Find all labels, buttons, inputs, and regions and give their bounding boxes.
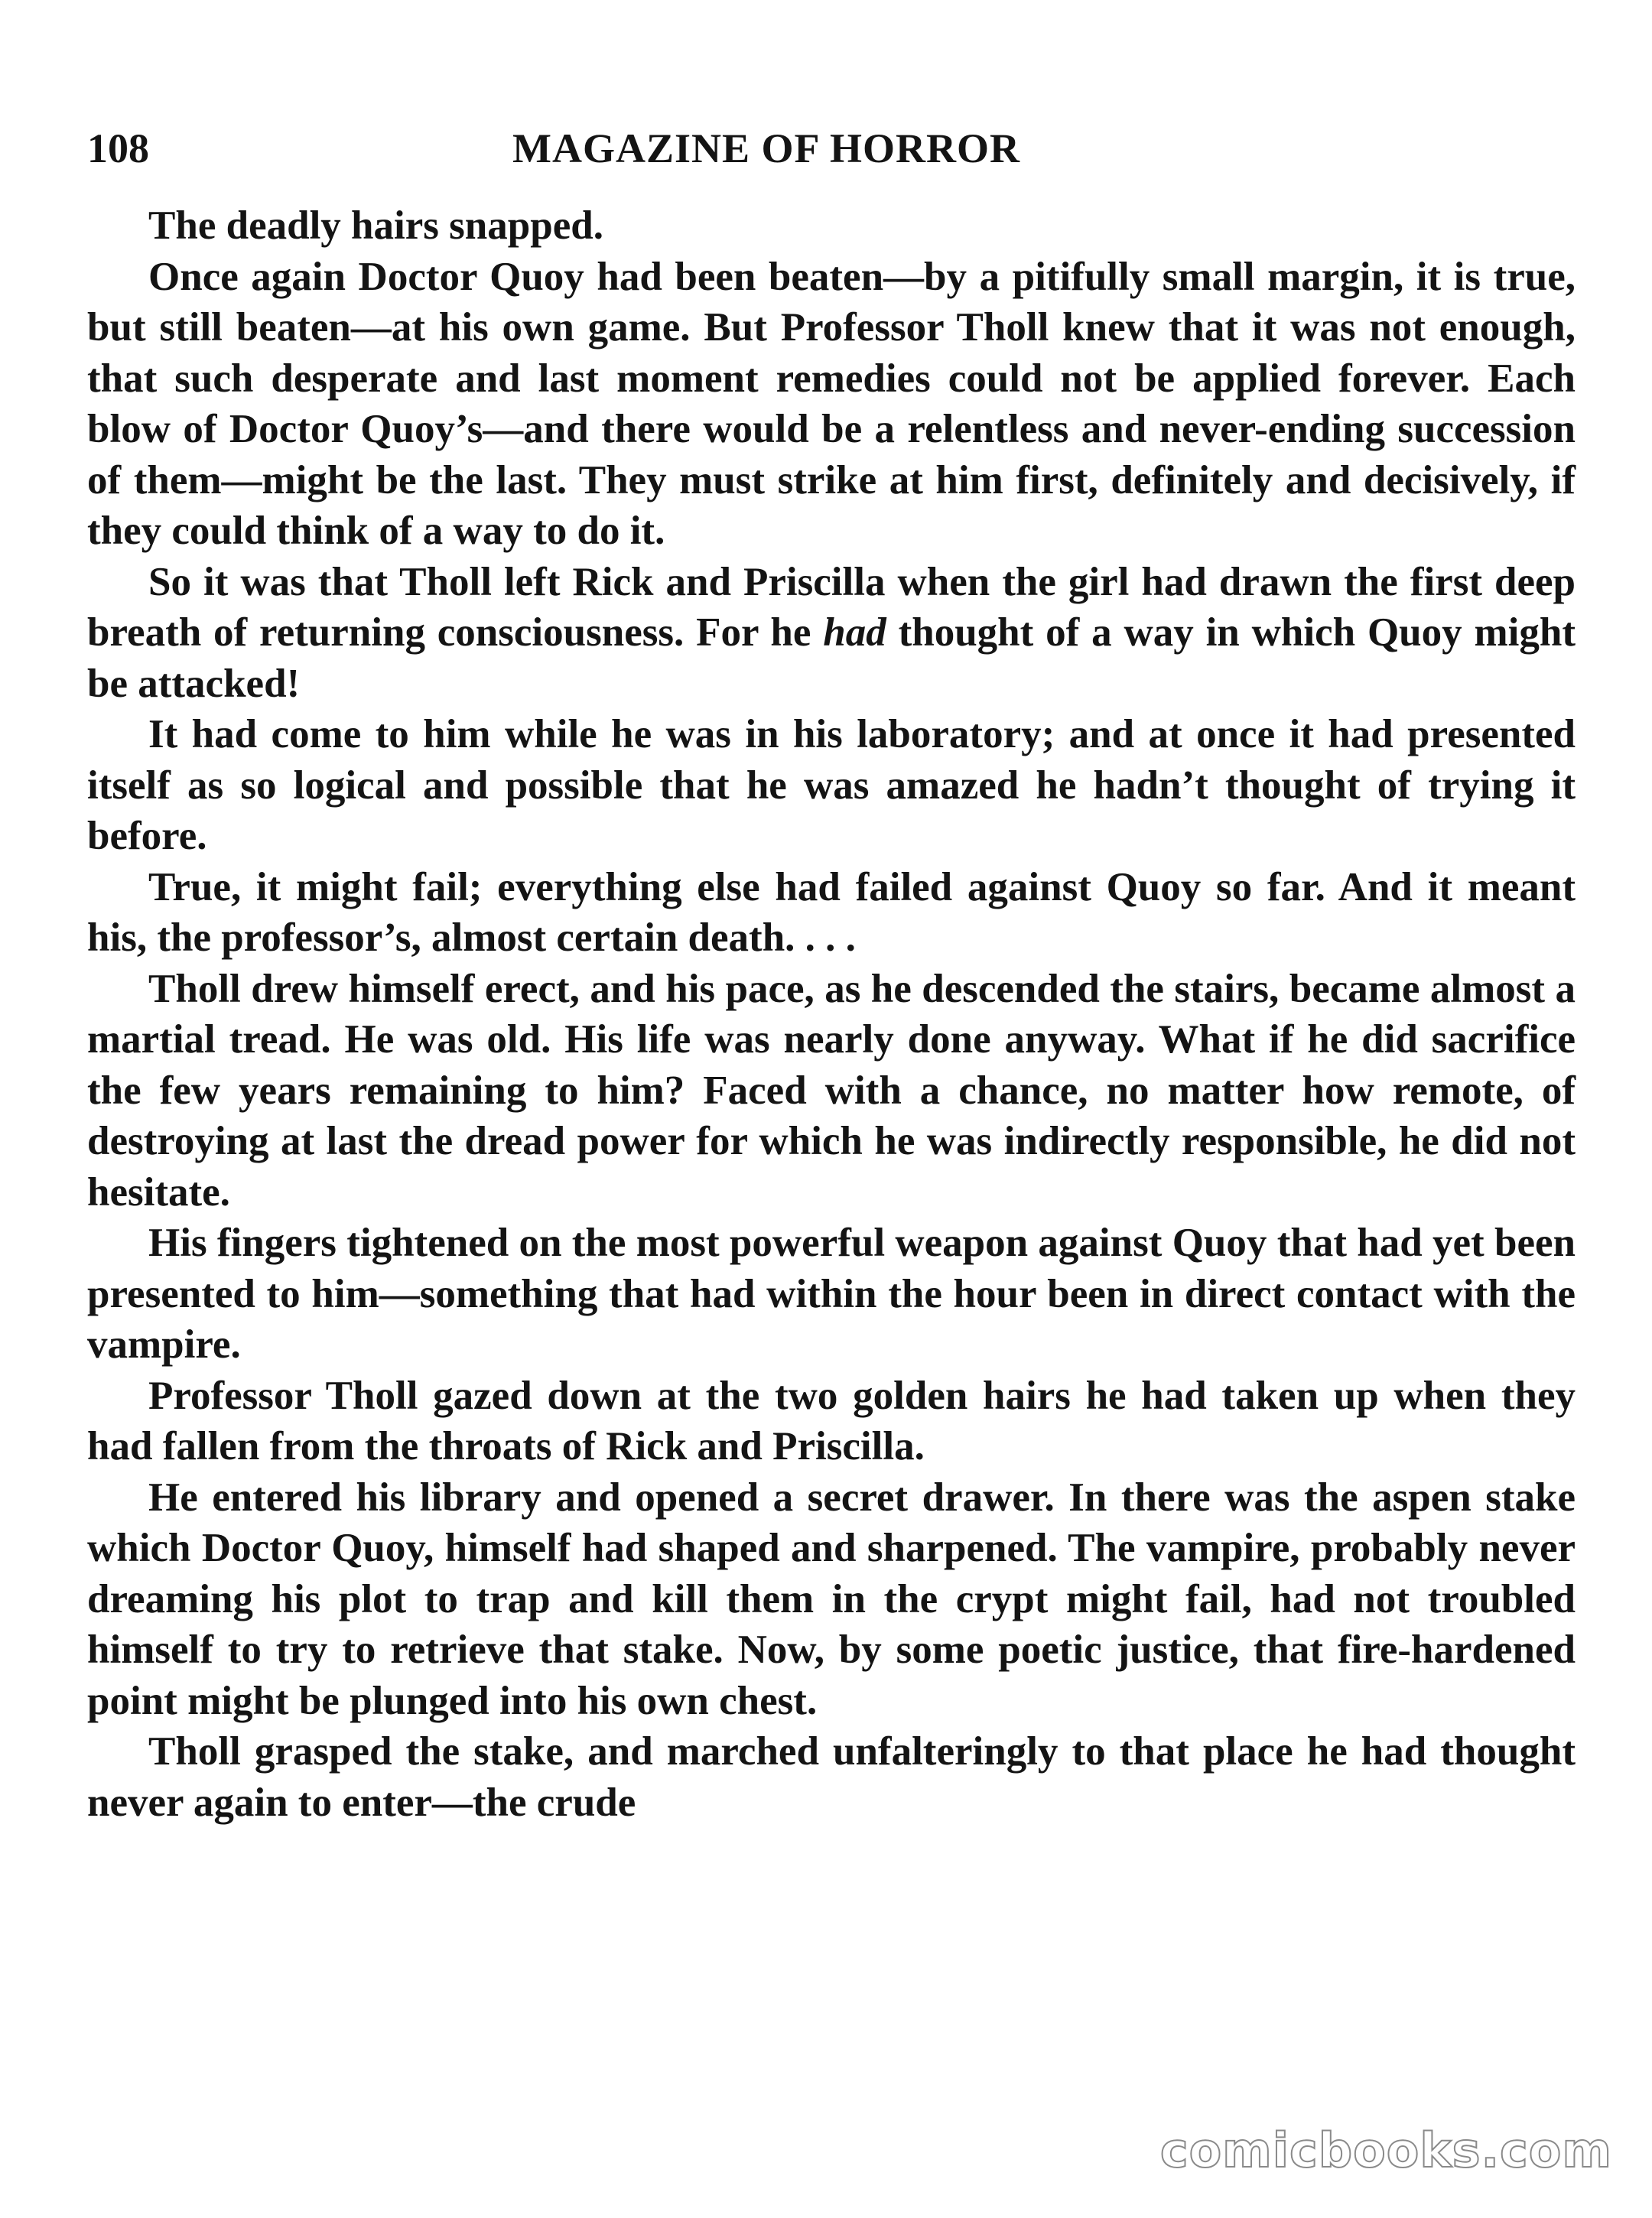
paragraph-9: He entered his library and opened a secret drawer. In there was the aspen stake which Doctor Quoy, himself had shaped and sharpened. The vampire, probably never dreaming his plot to trap and kill them in the crypt might fail, had not troubled himself to try to retrieve that stake. Now, by some poetic justice, that fire-hardened point might be plunged into his own chest. [87, 1475, 1576, 1723]
page-header [87, 115, 1576, 188]
paragraph-6: Tholl drew himself erect, and his pace, as he descended the stairs, became almost a martial tread. He was old. His life was nearly done anyway. What if he did sacrifice the few years remaining to him? Faced with a chance, no matter how remote, of destroying at last the dread power for which he was indirectly responsible, he did not hesitate. [87, 966, 1576, 1215]
page-number: 108 [87, 125, 149, 171]
book-page [87, 115, 1576, 2195]
paragraph-10: Tholl grasped the stake, and marched unfalteringly to that place he had thought never again to enter—the crude [87, 1729, 1576, 1825]
paragraph-3 [87, 557, 1576, 710]
running-title: MAGAZINE OF HORROR [512, 125, 1020, 171]
paragraph-3-text: So it was that Tholl left Rick and Priscilla when the girl had drawn the first deep breath of returning consciousness. For he [87, 559, 1576, 655]
paragraph-4: It had come to him while he was in his laboratory; and at once it had presented itself as so logical and possible that he was amazed he hadn’t thought of trying it before. [87, 712, 1576, 858]
story-text [87, 200, 1576, 1828]
paragraph-1: The deadly hairs snapped. [148, 203, 603, 248]
watermark-logo: comicbooks.com [1159, 2122, 1612, 2178]
emphasis-had: had [823, 610, 886, 655]
paragraph-7: His fingers tightened on the most powerful weapon against Quoy that had yet been presented to him—something that had within the hour been in direct contact with the vampire. [87, 1221, 1576, 1367]
paragraph-3-continued: thought of a way in which Quoy might be attacked! [87, 610, 1576, 706]
paragraph-8: Professor Tholl gazed down at the two golden hairs he had taken up when they had fallen from the throats of Rick and Priscilla. [87, 1373, 1576, 1468]
paragraph-2: Once again Doctor Quoy had been beaten—by a pitifully small margin, it is true, but still beaten—at his own game. But Professor Tholl knew that it was not enough, that such desperate and last moment remedies could not be applied forever. Each blow of Doctor Quoy’s—and there would be a relentless and never-ending succession of them—might be the last. They must strike at him first, definitely and decisively, if they could think of a way to do it. [87, 254, 1576, 553]
paragraph-5: True, it might fail; everything else had failed against Quoy so far. And it meant his, the professor’s, almost certain death. . . . [87, 864, 1576, 960]
